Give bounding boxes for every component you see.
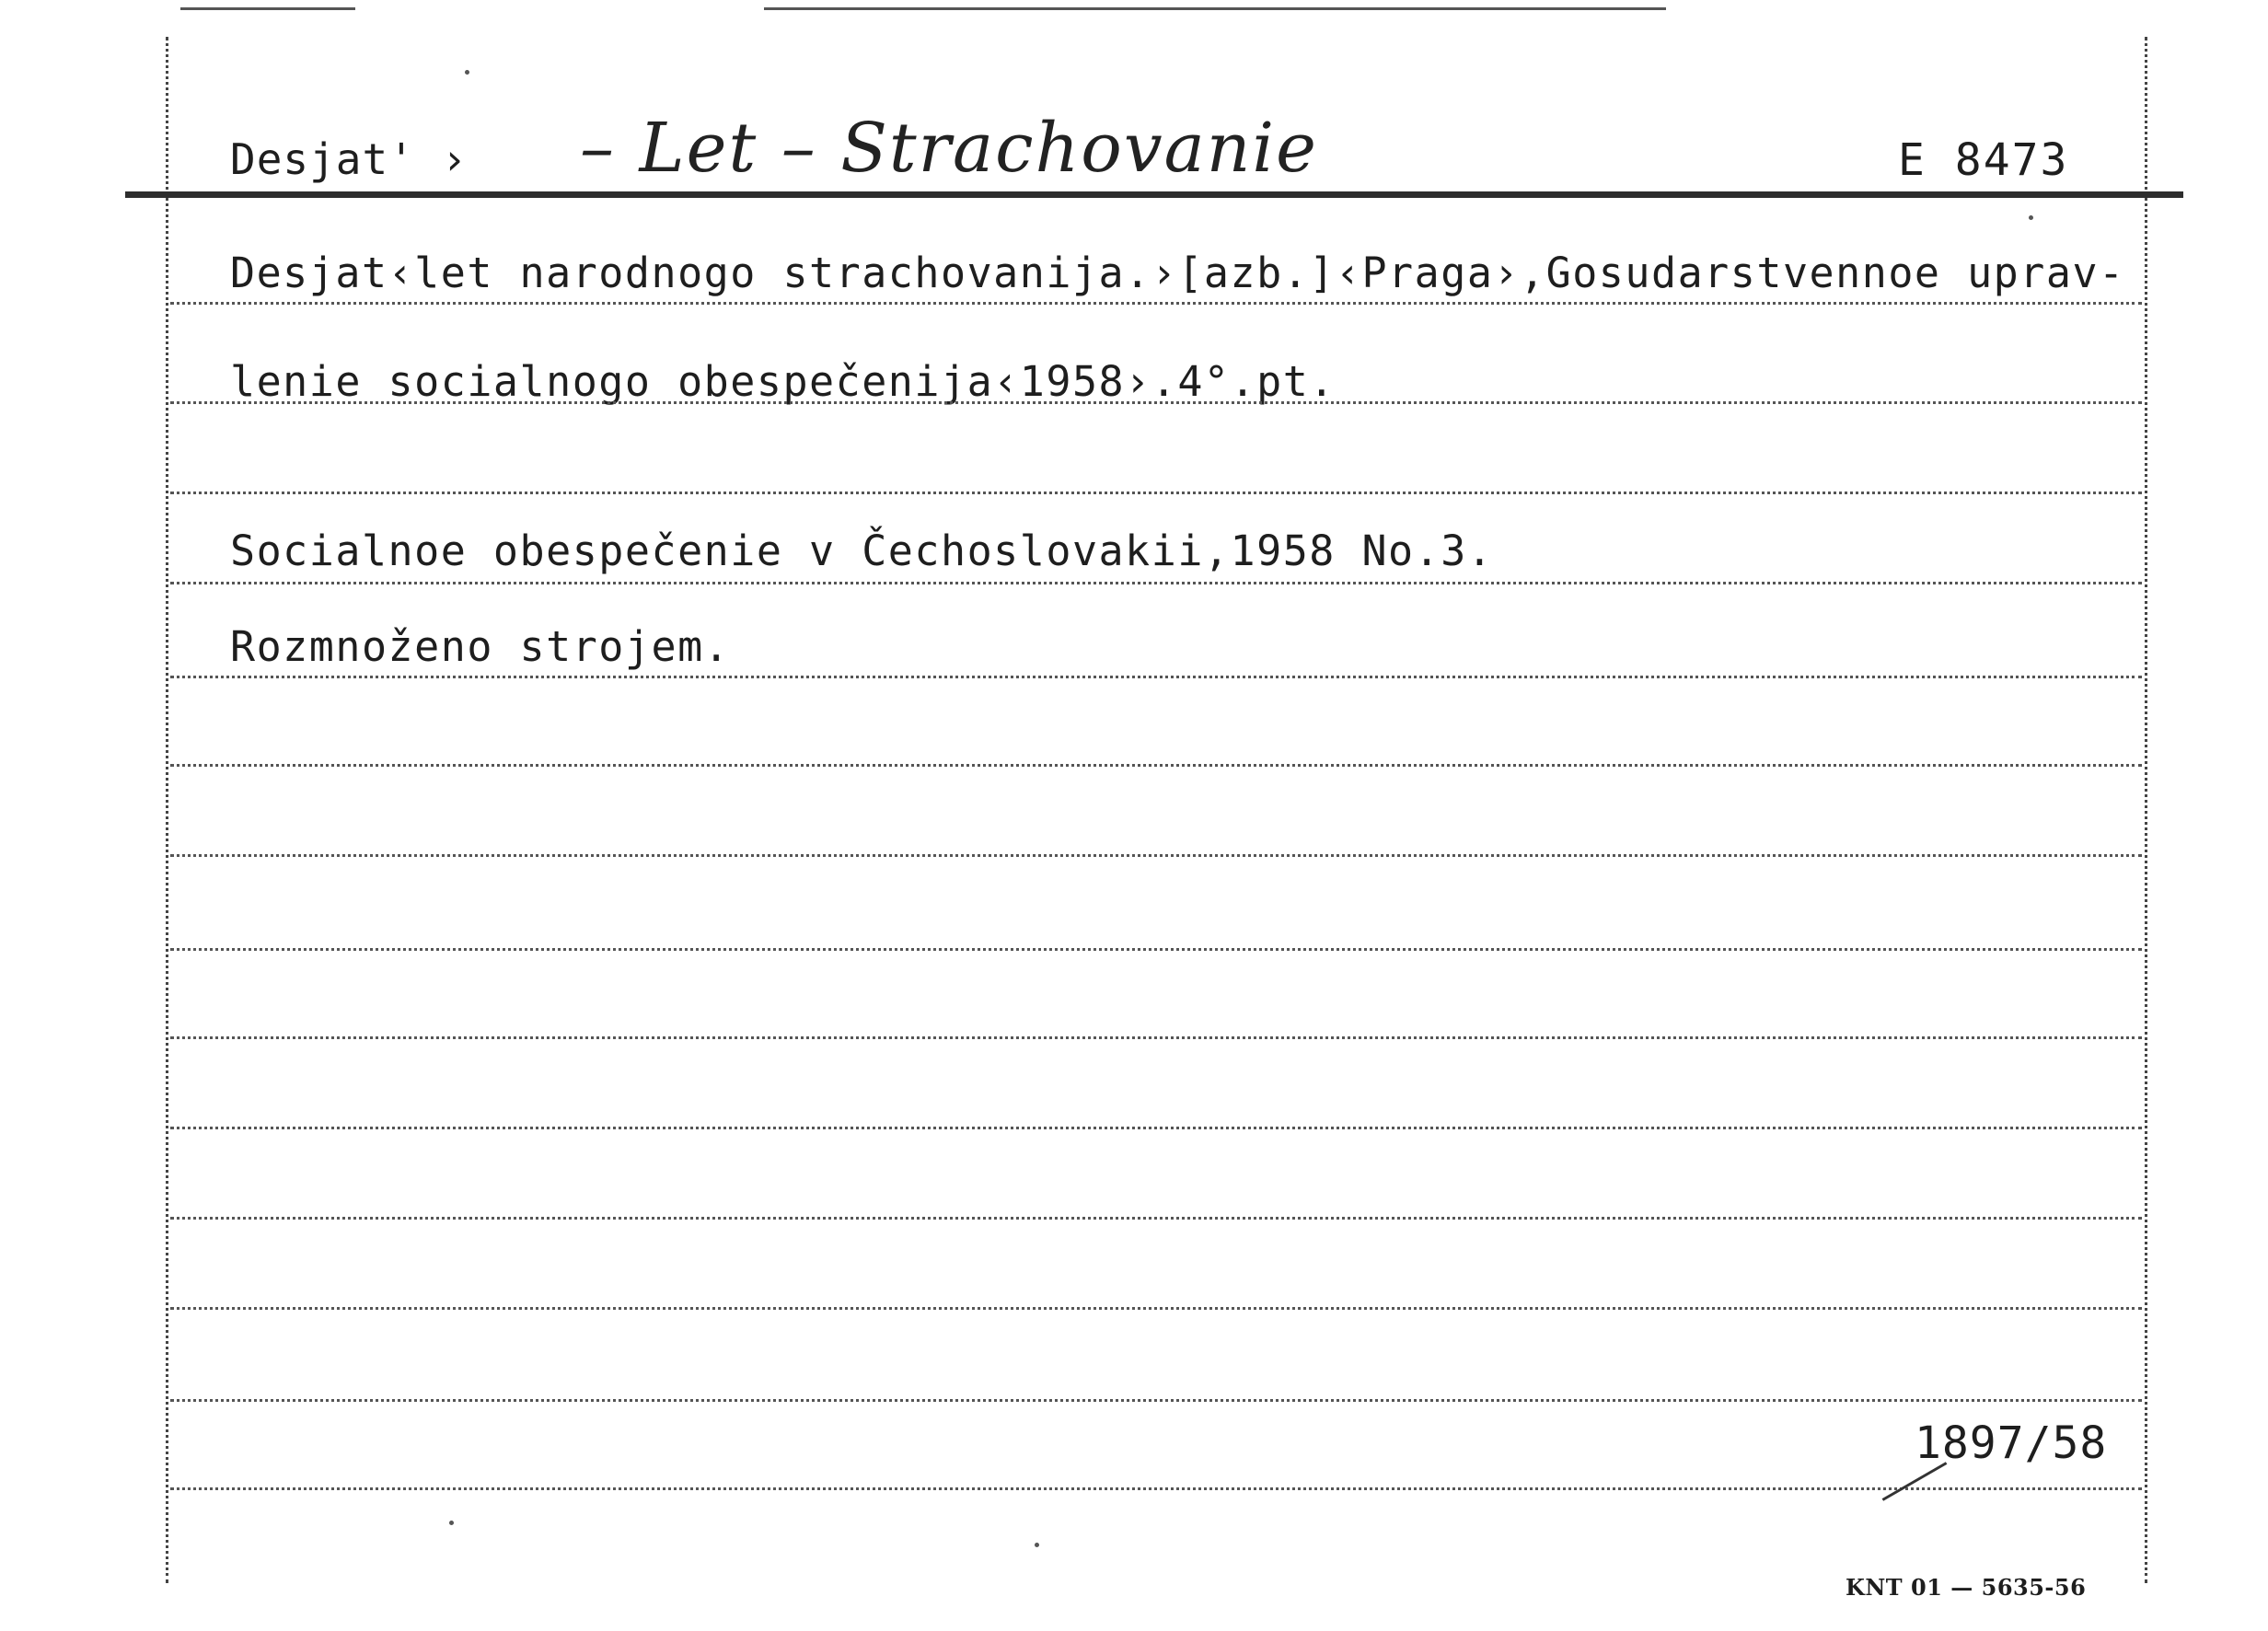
ruled-line — [170, 854, 2142, 857]
ruled-line — [170, 582, 2142, 584]
ruled-line — [170, 1217, 2142, 1220]
speck — [465, 70, 469, 75]
speck — [1035, 1543, 1039, 1547]
ruled-line — [170, 401, 2142, 404]
call-number: E 8473 — [1898, 134, 2069, 186]
entry-line-1: Desjat‹let narodnogo strachovanija.›[azb.]‹Praga›,Gosudarstvennoe uprav- — [230, 249, 2125, 297]
card-heading — [230, 109, 2071, 191]
ruled-line — [170, 492, 2142, 494]
right-margin-line — [2145, 37, 2147, 1583]
ruled-line — [170, 764, 2142, 767]
ruled-line — [170, 1127, 2142, 1129]
heading-rule — [125, 191, 2183, 198]
speck — [449, 1521, 454, 1525]
left-margin-line — [166, 37, 168, 1583]
ruled-line — [170, 1487, 2142, 1490]
ruled-line — [170, 1399, 2142, 1402]
ruled-line — [170, 676, 2142, 678]
accession-number: 1897/58 — [1915, 1417, 2108, 1469]
ruled-line — [170, 302, 2142, 305]
series-note: Socialnoe obespečenie v Čechoslovakii,1958 No.3. — [230, 526, 1494, 575]
ruled-line — [170, 948, 2142, 951]
entry-line-2: lenie socialnogo obespečenija‹1958›.4°.pt. — [230, 357, 1336, 406]
footer-code: KNT 01 — 5635-56 — [1846, 1574, 2087, 1601]
ruled-line — [170, 1036, 2142, 1039]
speck — [2029, 215, 2033, 220]
heading-typed: Desjat' › — [230, 134, 469, 184]
heading-handwritten: – Let – Strachovanie — [580, 109, 1318, 188]
reproduction-note: Rozmnoženo strojem. — [230, 622, 731, 671]
card-top-edge-right — [764, 7, 1666, 10]
card-top-edge-left — [180, 7, 355, 10]
ruled-line — [170, 1307, 2142, 1310]
